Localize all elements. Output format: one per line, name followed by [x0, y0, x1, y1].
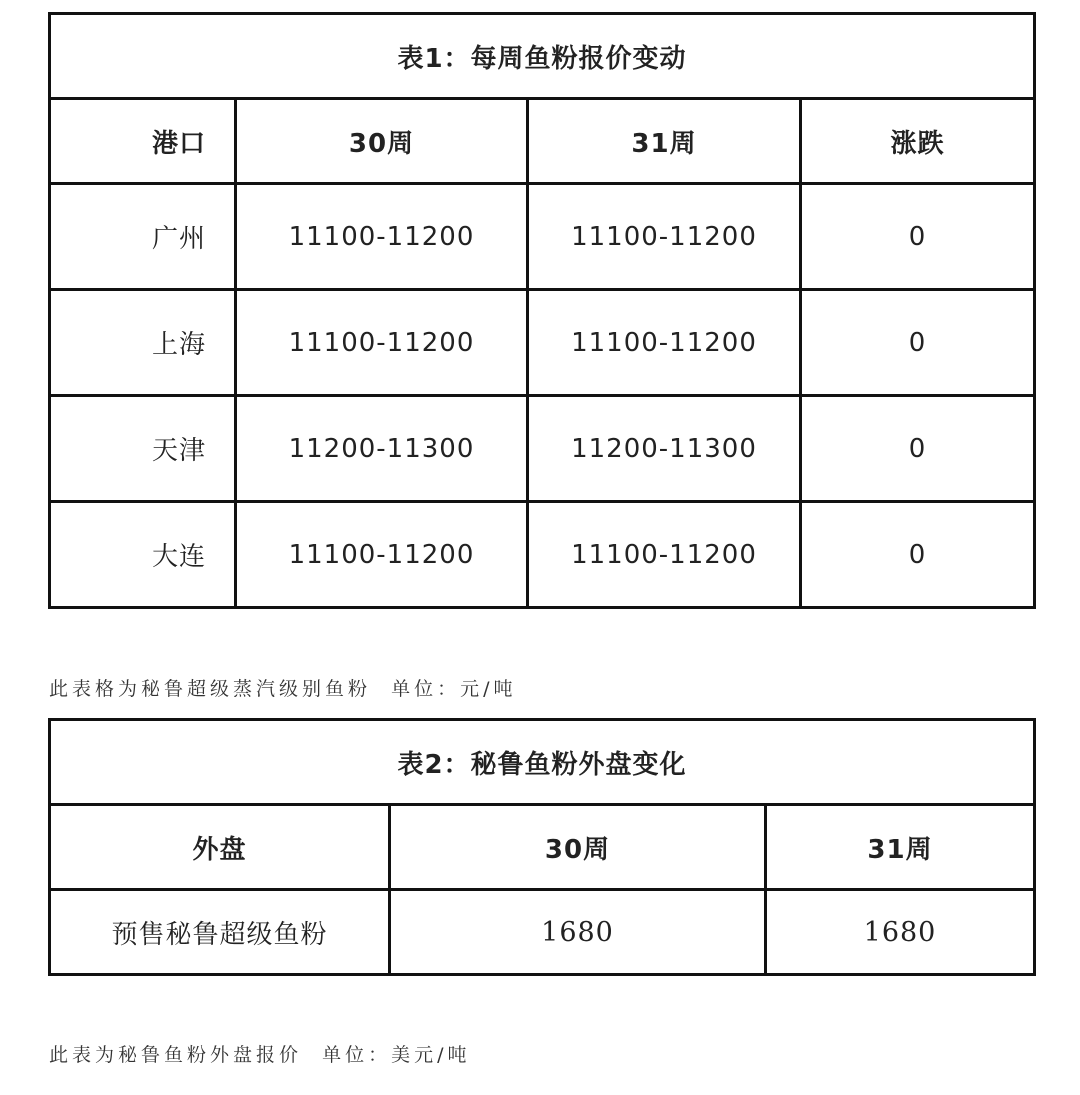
- price-cell: 11200-11300: [236, 396, 528, 502]
- change-cell: 0: [801, 502, 1035, 608]
- price-cell: 11200-11300: [528, 396, 801, 502]
- table-row: [50, 396, 1035, 502]
- port-cell: 广州: [50, 184, 236, 290]
- table-row: [50, 184, 1035, 290]
- price-cell: 11100-11200: [236, 290, 528, 396]
- table-caption: 表2：秘鲁鱼粉外盘变化: [50, 720, 1035, 805]
- table-header-row: [50, 99, 1035, 184]
- table2-footnote: 此表为秘鲁鱼粉外盘报价 单位：美元/吨: [49, 1044, 471, 1066]
- header-week-31: 31周: [766, 805, 1035, 890]
- price-cell: 11100-11200: [236, 184, 528, 290]
- price-cell: 11100-11200: [528, 184, 801, 290]
- table-row: [50, 502, 1035, 608]
- table-row: [50, 890, 1035, 975]
- change-cell: 0: [801, 290, 1035, 396]
- product-cell: 预售秘鲁超级鱼粉: [50, 890, 390, 975]
- price-cell: 1680: [390, 890, 766, 975]
- header-week-30: 30周: [390, 805, 766, 890]
- header-week-30: 30周: [236, 99, 528, 184]
- table-caption-row: [50, 14, 1035, 99]
- header-change: 涨跌: [801, 99, 1035, 184]
- table-caption-row: [50, 720, 1035, 805]
- price-cell: 1680: [766, 890, 1035, 975]
- table1-footnote: 此表格为秘鲁超级蒸汽级别鱼粉 单位：元/吨: [49, 678, 517, 700]
- port-cell: 天津: [50, 396, 236, 502]
- header-port: 港口: [50, 99, 236, 184]
- price-cell: 11100-11200: [528, 502, 801, 608]
- port-cell: 大连: [50, 502, 236, 608]
- table-row: [50, 290, 1035, 396]
- table-header-row: [50, 805, 1035, 890]
- table-caption: 表1：每周鱼粉报价变动: [50, 14, 1035, 99]
- price-cell: 11100-11200: [528, 290, 801, 396]
- port-cell: 上海: [50, 290, 236, 396]
- header-offer: 外盘: [50, 805, 390, 890]
- price-cell: 11100-11200: [236, 502, 528, 608]
- change-cell: 0: [801, 184, 1035, 290]
- header-week-31: 31周: [528, 99, 801, 184]
- weekly-fishmeal-price-table: [48, 12, 1036, 609]
- change-cell: 0: [801, 396, 1035, 502]
- peru-fishmeal-offer-table: [48, 718, 1036, 976]
